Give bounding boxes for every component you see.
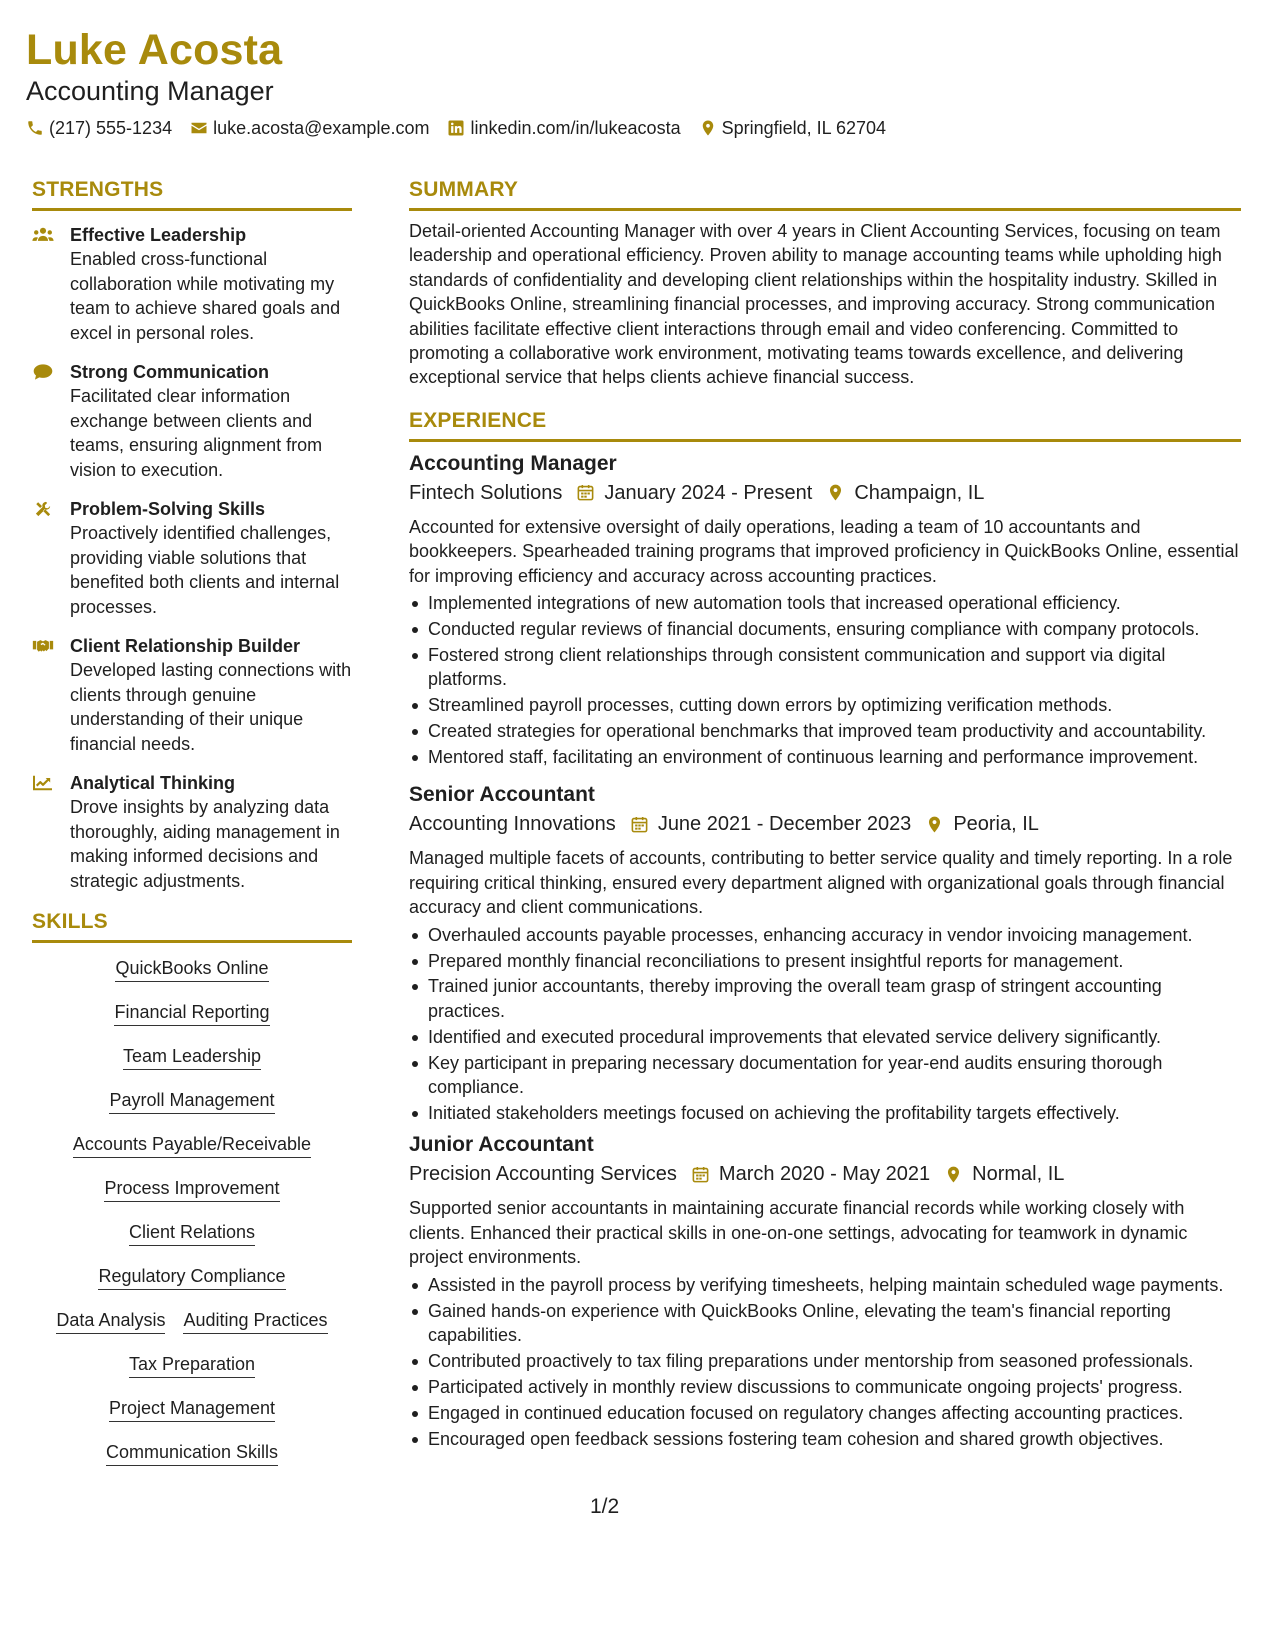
contact-location [699,116,886,140]
comment-icon [32,363,54,381]
phone-icon [26,119,44,137]
strength-item [32,223,352,345]
bullet-item: Engaged in continued education focused on regulatory changes affecting accounting practices. [409,1401,1241,1425]
bullet-item: Key participant in preparing necessary documentation for year-end audits ensuring thorough compliance. [409,1051,1241,1100]
skill-tag: Data Analysis [56,1309,165,1334]
bullet-item: Identified and executed procedural improvements that elevated service delivery significantly. [409,1025,1241,1049]
strength-desc: Developed lasting connections with clients through genuine understanding of their unique financial needs. [70,660,352,754]
skill-row [100,1397,284,1422]
linkedin-icon [447,119,465,137]
contact-email[interactable] [190,116,429,140]
job-meta [409,810,1241,838]
skills-section [32,908,352,1485]
strength-desc: Facilitated clear information exchange between clients and teams, ensuring alignment from vision to execution. [70,386,323,480]
email-link[interactable]: luke.acosta@example.com [213,118,430,138]
phone-text: (217) 555-1234 [49,118,173,138]
skill-tag: Financial Reporting [114,1001,269,1026]
bullet-item: Mentored staff, facilitating an environment of continuous learning and performance improvement. [409,745,1241,769]
envelope-icon [190,119,208,137]
section-divider [32,940,352,943]
map-marker-icon [925,815,944,834]
experience-heading: EXPERIENCE [409,408,547,432]
skill-tag: Communication Skills [106,1441,278,1466]
strength-desc: Enabled cross-functional collaboration while motivating my team to achieve shared goals and excel in personal roles. [70,249,341,343]
strengths-list [32,223,352,893]
calendar-icon [630,815,649,834]
skill-tag: Client Relations [129,1221,255,1246]
job-description: Accounted for extensive oversight of daily operations, leading a team of 10 accountants and bookkeepers. Spearheaded training programs that improved proficiency in QuickBooks Online, essential for improving efficiency and accuracy across accounting practices. [409,516,1239,586]
candidate-name: Luke Acosta [26,26,283,74]
skill-tag: Process Improvement [104,1177,279,1202]
skill-tag: Payroll Management [109,1089,274,1114]
job-meta [409,479,1241,507]
skill-row [120,1353,264,1378]
skill-row [95,1177,288,1202]
job-location: Champaign, IL [854,481,985,504]
job-dates: June 2021 - December 2023 [657,813,912,836]
contact-phone [26,116,172,140]
bullet-item: Created strategies for operational benchmarks that improved team productivity and accountability. [409,719,1241,743]
candidate-role: Accounting Manager [26,76,274,106]
skill-tag: Auditing Practices [183,1309,327,1334]
bullet-item: Conducted regular reviews of financial documents, ensuring compliance with company protocols. [409,617,1241,641]
job-bullets [409,923,1241,1126]
map-marker-icon [699,119,717,137]
bullet-item: Assisted in the payroll process by verifying timesheets, helping maintain scheduled wage payments. [409,1273,1241,1297]
job-bullets [409,1273,1241,1451]
strengths-section [32,176,352,893]
job-bullets [409,591,1241,769]
bullet-item: Prepared monthly financial reconciliations to present insightful reports for management. [409,949,1241,973]
bullet-item: Contributed proactively to tax filing preparations under mentorship from seasoned professionals. [409,1349,1241,1373]
bullet-item: Streamlined payroll processes, cutting down errors by optimizing verification methods. [409,693,1241,717]
resume-header [26,24,1246,140]
skill-row [120,1221,264,1246]
skill-tag: Tax Preparation [129,1353,255,1378]
users-icon [32,226,54,244]
strength-desc: Proactively identified challenges, providing viable solutions that benefited both clients and internal processes. [70,523,340,617]
bullet-item: Participated actively in monthly review discussions to communicate ongoing projects' progress. [409,1375,1241,1399]
summary-heading: SUMMARY [409,178,519,201]
strength-item [32,771,352,893]
linkedin-link[interactable]: linkedin.com/in/lukeacosta [470,118,681,138]
map-marker-icon [826,483,845,502]
strengths-heading: STRENGTHS [32,178,164,201]
calendar-icon [576,483,595,502]
section-divider [409,439,1241,442]
job-entry [409,450,1241,770]
skill-row [114,1045,270,1070]
map-marker-icon [944,1165,963,1184]
right-column [409,176,1241,1452]
strength-title: Analytical Thinking [70,773,236,793]
bullet-item: Encouraged open feedback sessions fostering team cohesion and shared growth objectives. [409,1427,1241,1451]
job-company: Precision Accounting Services [409,1163,677,1186]
job-company: Fintech Solutions [409,481,563,504]
left-column [32,176,352,1485]
strength-title: Strong Communication [70,362,269,382]
skill-row [106,957,277,982]
strength-title: Effective Leadership [70,225,247,245]
handshake-icon [32,637,54,655]
strength-title: Problem-Solving Skills [70,499,266,519]
section-divider [409,208,1241,211]
strength-desc: Drove insights by analyzing data thoroughly, aiding management in making informed decisions and strategic adjustments. [70,797,340,891]
job-meta [409,1160,1241,1188]
skill-tag: Accounts Payable/Receivable [73,1133,311,1158]
bullet-item: Fostered strong client relationships through consistent communication and support via digital platforms. [409,643,1241,692]
job-location: Peoria, IL [953,813,1039,836]
job-description: Supported senior accountants in maintaining accurate financial records while working closely with clients. Enhanced their practical skills in one-on-one settings, advocating for teamwork in dynamic project environments. [409,1198,1188,1268]
tools-icon [32,500,54,518]
calendar-icon [691,1165,710,1184]
skill-tag: Team Leadership [123,1045,261,1070]
skill-row [105,1001,278,1026]
bullet-item: Overhauled accounts payable processes, enhancing accuracy in vendor invoicing management. [409,923,1241,947]
skill-tag: Project Management [109,1397,275,1422]
page-number: 1/2 [590,1495,620,1518]
bullet-item: Implemented integrations of new automation tools that increased operational efficiency. [409,591,1241,615]
job-title: Accounting Manager [409,451,617,475]
section-divider [32,208,352,211]
job-dates: January 2024 - Present [604,481,813,504]
strength-item [32,634,352,756]
contact-bar [26,116,1246,140]
contact-linkedin[interactable] [447,116,680,140]
job-entry [409,1131,1241,1451]
skill-row [100,1089,283,1114]
skill-row [97,1441,287,1466]
skills-heading: SKILLS [32,910,108,933]
chart-line-icon [32,774,54,792]
job-dates: March 2020 - May 2021 [718,1163,931,1186]
strength-item [32,360,352,482]
location-text: Springfield, IL 62704 [721,118,887,138]
bullet-item: Trained junior accountants, thereby improving the overall team grasp of stringent accounting practices. [409,974,1241,1023]
job-entry [409,781,1241,1125]
job-title: Junior Accountant [409,1133,594,1157]
strength-item [32,497,352,619]
job-description: Managed multiple facets of accounts, contributing to better service quality and timely reporting. In a role requiring critical thinking, ensured every department aligned with organizational goals through financial accuracy and client communications. [409,848,1233,918]
skill-row [47,1309,336,1334]
job-location: Normal, IL [972,1163,1065,1186]
skill-tag: QuickBooks Online [115,957,268,982]
bullet-item: Initiated stakeholders meetings focused on achieving the profitability targets effectively. [409,1101,1241,1125]
strength-title: Client Relationship Builder [70,636,301,656]
summary-text: Detail-oriented Accounting Manager with over 4 years in Client Accounting Services, focusing on team leadership and operational efficiency. Proven ability to manage accounting teams while upholding high standards of confidentiality and developing client relationships within the hospitality industry. Skilled in QuickBooks Online, streamlining financial processes, and improving accuracy. Strong communication abilities facilitate effective client interactions through email and video conferencing. Committed to promoting a collaborative work environment, motivating teams towards excellence, and delivering exceptional service that helps clients achieve financial success. [409,221,1222,388]
experience-section [409,407,1241,1451]
bullet-item: Gained hands-on experience with QuickBooks Online, elevating the team's financial reporting capabilities. [409,1299,1241,1348]
job-title: Senior Accountant [409,783,595,807]
skill-tag: Regulatory Compliance [98,1265,285,1290]
skill-row [64,1133,320,1158]
job-company: Accounting Innovations [409,813,616,836]
summary-section [409,176,1241,390]
skill-row [89,1265,294,1290]
skills-list [32,957,352,1485]
